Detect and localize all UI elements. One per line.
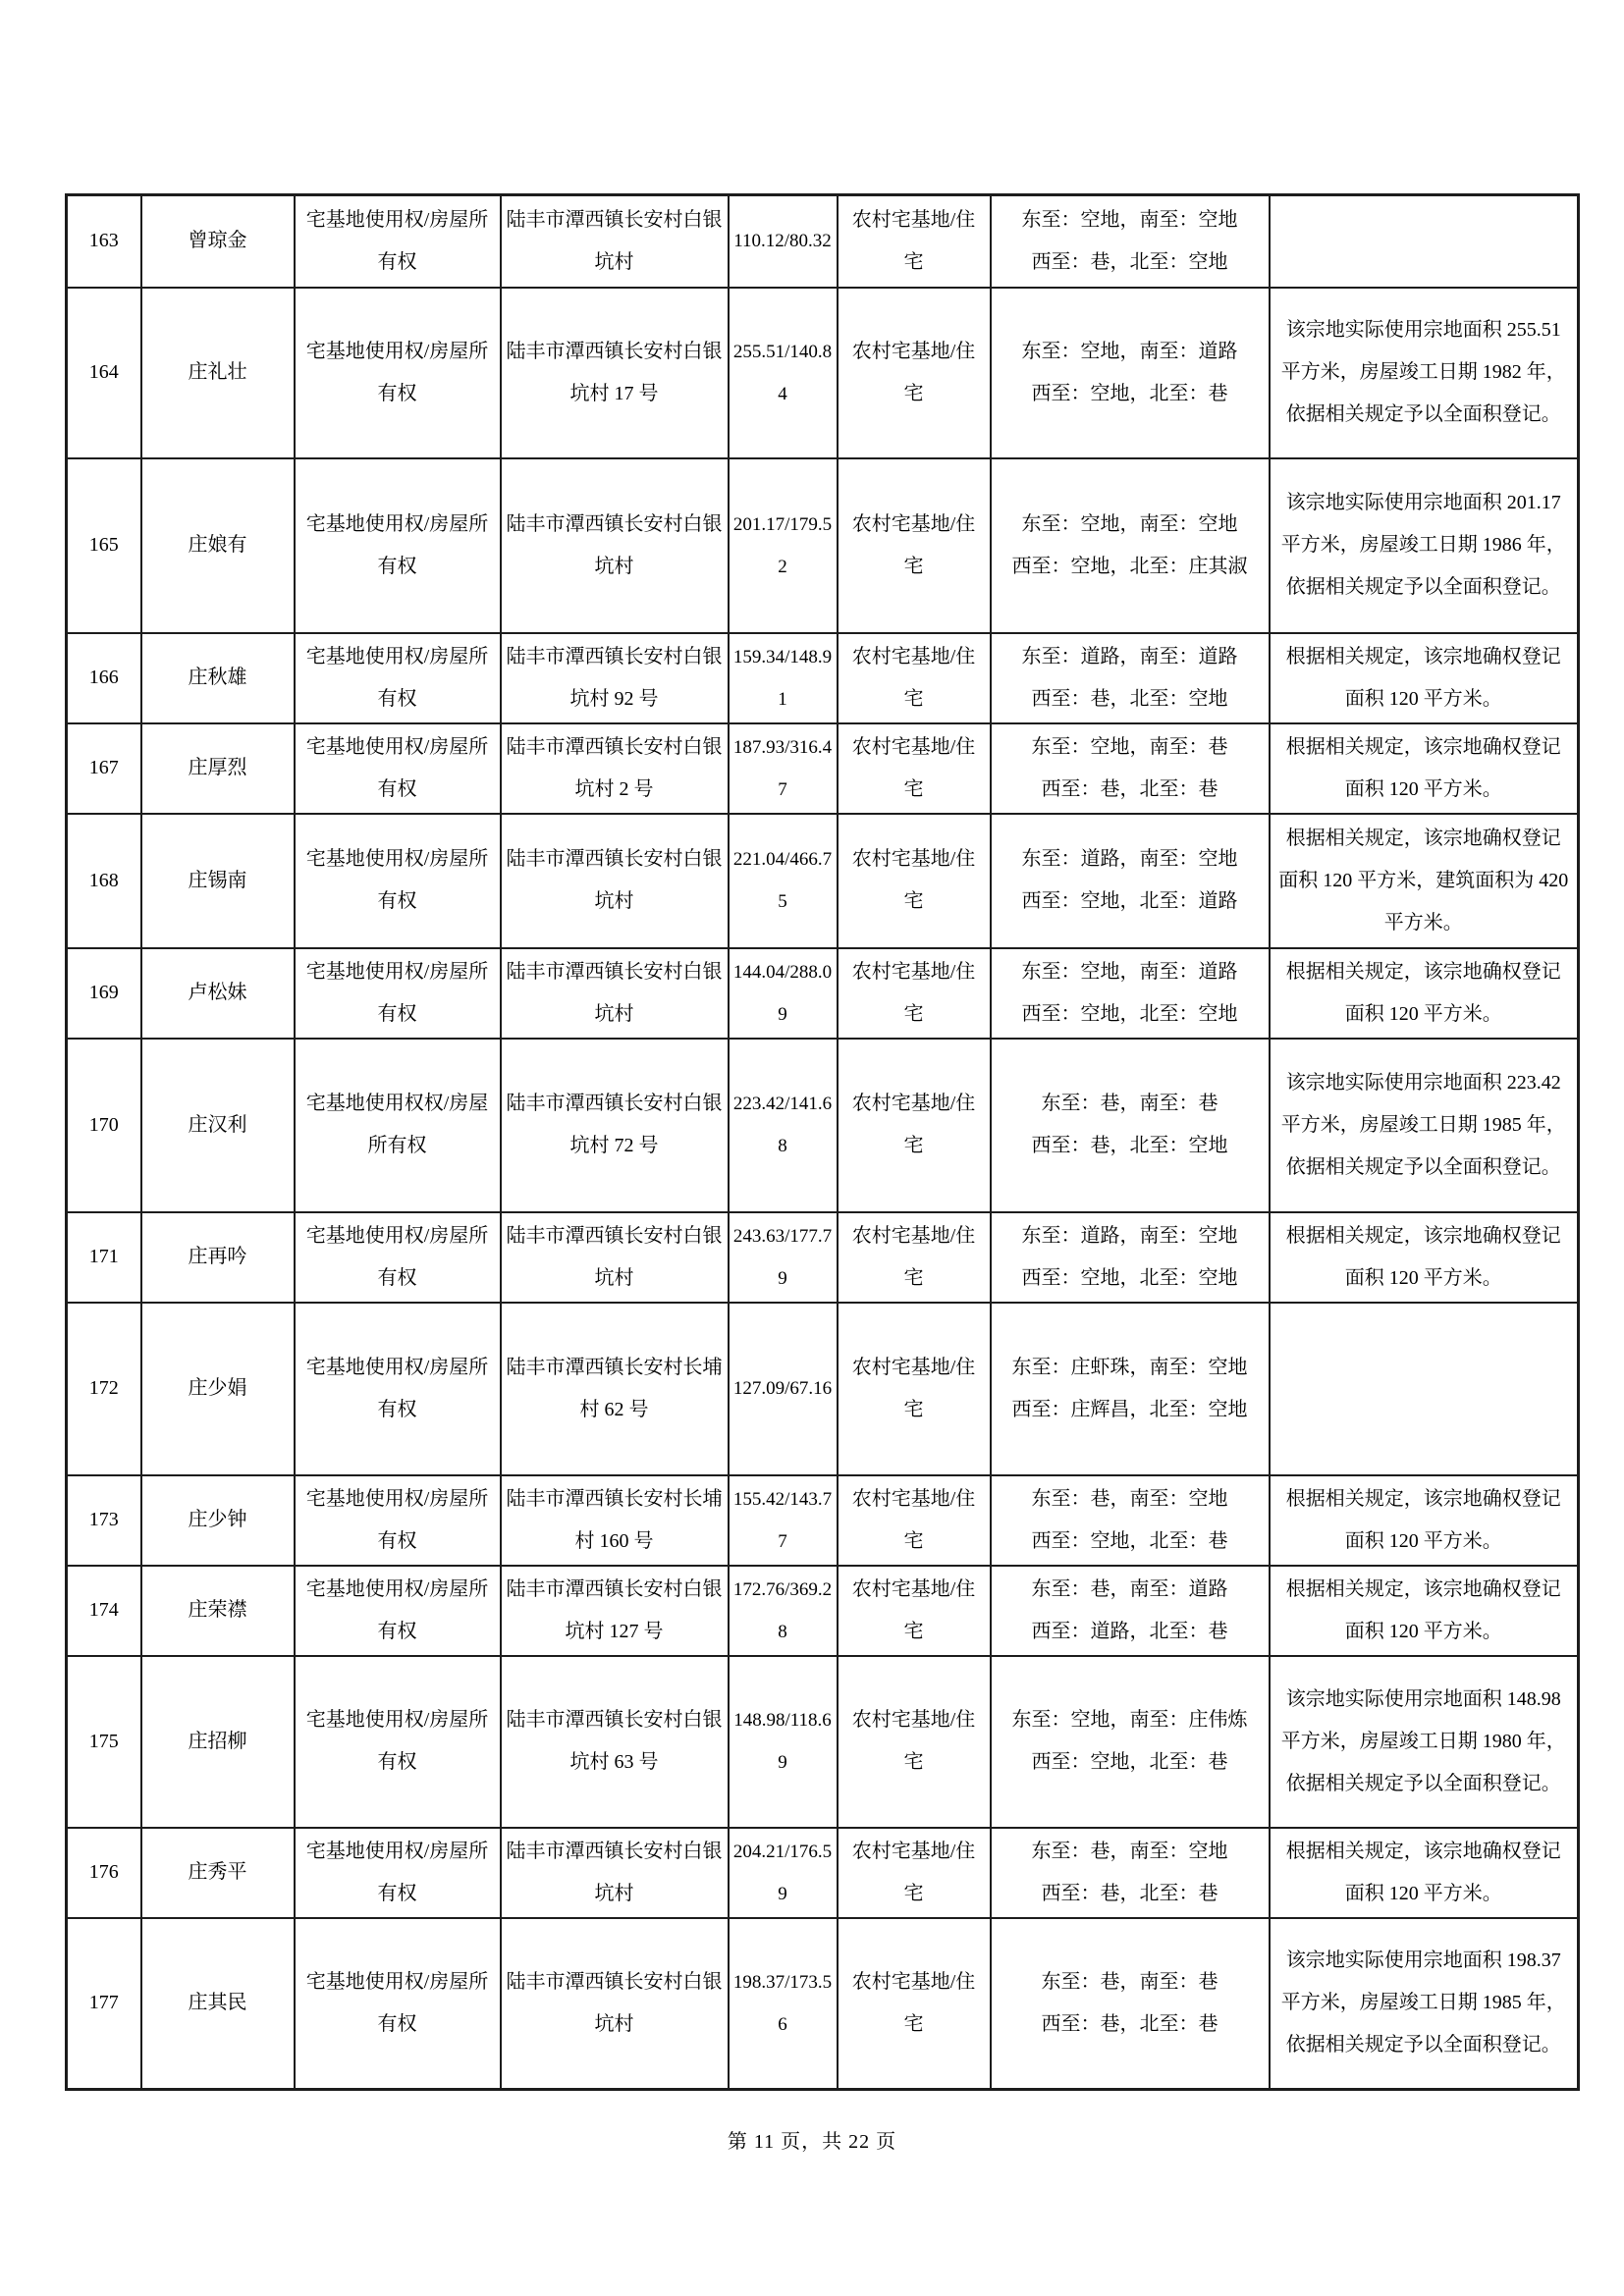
cell-remark: 该宗地实际使用宗地面积 198.37 平方米，房屋竣工日期 1985 年，依据相关规定予以全面积登记。 [1270, 1918, 1579, 2090]
cell-serial: 174 [67, 1566, 141, 1656]
cell-usage: 农村宅基地/住宅 [838, 948, 991, 1039]
table-row [67, 633, 1579, 723]
cell-area: 110.12/80.32 [729, 195, 838, 288]
cell-area: 198.37/173.56 [729, 1918, 838, 2090]
cell-area: 243.63/177.79 [729, 1212, 838, 1303]
cell-location: 陆丰市潭西镇长安村白银坑村 2 号 [501, 723, 729, 814]
cell-usage: 农村宅基地/住宅 [838, 1212, 991, 1303]
cell-usage: 农村宅基地/住宅 [838, 1303, 991, 1475]
cell-holder-name: 庄汉利 [141, 1039, 295, 1212]
cell-holder-name: 庄招柳 [141, 1656, 295, 1828]
cell-holder-name: 曾琼金 [141, 195, 295, 288]
cell-remark: 根据相关规定，该宗地确权登记面积 120 平方米。 [1270, 1828, 1579, 1918]
boundary-east-south: 东至：巷，南至：空地 [1031, 1487, 1228, 1510]
cell-location: 陆丰市潭西镇长安村长埔村 62 号 [501, 1303, 729, 1475]
cell-right-type: 宅基地使用权/房屋所有权 [295, 633, 501, 723]
cell-area: 204.21/176.59 [729, 1828, 838, 1918]
cell-holder-name: 庄礼壮 [141, 288, 295, 458]
cell-holder-name: 庄秋雄 [141, 633, 295, 723]
cell-boundaries [991, 1039, 1270, 1212]
cell-location: 陆丰市潭西镇长安村白银坑村 17 号 [501, 288, 729, 458]
cell-holder-name: 庄少娟 [141, 1303, 295, 1475]
boundary-west-north: 西至：空地，北至：巷 [1031, 1529, 1228, 1552]
cell-serial: 165 [67, 458, 141, 633]
cell-remark: 根据相关规定，该宗地确权登记面积 120 平方米。 [1270, 1475, 1579, 1566]
cell-boundaries [991, 1918, 1270, 2090]
cell-boundaries [991, 195, 1270, 288]
boundary-west-north: 西至：巷，北至：空地 [1031, 1135, 1228, 1156]
cell-usage: 农村宅基地/住宅 [838, 1566, 991, 1656]
land-registration-table [65, 193, 1580, 2091]
cell-remark: 根据相关规定，该宗地确权登记面积 120 平方米。 [1270, 948, 1579, 1039]
cell-usage: 农村宅基地/住宅 [838, 723, 991, 814]
cell-remark: 根据相关规定，该宗地确权登记面积 120 平方米。 [1270, 1212, 1579, 1303]
table-row [67, 1656, 1579, 1828]
boundary-west-north: 西至：空地，北至：庄其淑 [1011, 555, 1248, 577]
boundary-east-south: 东至：空地，南至：道路 [1021, 340, 1238, 362]
cell-location: 陆丰市潭西镇长安村白银坑村 [501, 458, 729, 633]
cell-serial: 164 [67, 288, 141, 458]
table-row [67, 1566, 1579, 1656]
cell-remark: 该宗地实际使用宗地面积 255.51 平方米，房屋竣工日期 1982 年，依据相关规定予以全面积登记。 [1270, 288, 1579, 458]
cell-holder-name: 庄荣襟 [141, 1566, 295, 1656]
cell-area: 155.42/143.77 [729, 1475, 838, 1566]
cell-serial: 166 [67, 633, 141, 723]
cell-remark [1270, 195, 1579, 288]
cell-location: 陆丰市潭西镇长安村白银坑村 [501, 1212, 729, 1303]
page-footer: 第 11 页，共 22 页 [727, 2131, 897, 2153]
cell-boundaries [991, 1566, 1270, 1656]
cell-remark: 根据相关规定，该宗地确权登记面积 120 平方米。 [1270, 1566, 1579, 1656]
table-row [67, 458, 1579, 633]
cell-remark: 根据相关规定，该宗地确权登记面积 120 平方米。 [1270, 633, 1579, 723]
cell-area: 159.34/148.91 [729, 633, 838, 723]
cell-location: 陆丰市潭西镇长安村白银坑村 [501, 814, 729, 948]
cell-right-type: 宅基地使用权/房屋所有权 [295, 814, 501, 948]
boundary-east-south: 东至：空地，南至：道路 [1021, 960, 1238, 983]
table-row [67, 288, 1579, 458]
boundary-west-north: 西至：道路，北至：巷 [1031, 1620, 1228, 1642]
cell-area: 223.42/141.68 [729, 1039, 838, 1212]
cell-boundaries [991, 1828, 1270, 1918]
boundary-east-south: 东至：巷，南至：巷 [1041, 1970, 1218, 1993]
cell-right-type: 宅基地使用权/房屋所有权 [295, 1475, 501, 1566]
cell-holder-name: 庄娘有 [141, 458, 295, 633]
table-row [67, 948, 1579, 1039]
cell-area: 187.93/316.47 [729, 723, 838, 814]
boundary-east-south: 东至：空地，南至：庄伟炼 [1011, 1709, 1248, 1731]
cell-location: 陆丰市潭西镇长安村白银坑村 127 号 [501, 1566, 729, 1656]
table-row [67, 723, 1579, 814]
cell-holder-name: 卢松妹 [141, 948, 295, 1039]
boundary-east-south: 东至：巷，南至：道路 [1031, 1577, 1228, 1600]
boundary-west-north: 西至：空地，北至：道路 [1021, 890, 1238, 912]
table-row [67, 1039, 1579, 1212]
boundary-east-south: 东至：庄虾珠，南至：空地 [1011, 1356, 1248, 1378]
cell-holder-name: 庄少钟 [141, 1475, 295, 1566]
cell-serial: 170 [67, 1039, 141, 1212]
cell-boundaries [991, 458, 1270, 633]
boundary-east-south: 东至：道路，南至：道路 [1021, 645, 1238, 667]
cell-remark: 该宗地实际使用宗地面积 223.42 平方米，房屋竣工日期 1985 年，依据相关规定予以全面积登记。 [1270, 1039, 1579, 1212]
cell-right-type: 宅基地使用权/房屋所有权 [295, 1828, 501, 1918]
table-row [67, 1918, 1579, 2090]
cell-location: 陆丰市潭西镇长安村长埔村 160 号 [501, 1475, 729, 1566]
cell-holder-name: 庄秀平 [141, 1828, 295, 1918]
cell-boundaries [991, 1656, 1270, 1828]
boundary-west-north: 西至：巷，北至：巷 [1041, 1882, 1218, 1904]
cell-area: 221.04/466.75 [729, 814, 838, 948]
cell-serial: 175 [67, 1656, 141, 1828]
table-row [67, 1212, 1579, 1303]
boundary-west-north: 西至：巷，北至：巷 [1041, 2012, 1218, 2035]
cell-usage: 农村宅基地/住宅 [838, 195, 991, 288]
cell-usage: 农村宅基地/住宅 [838, 458, 991, 633]
boundary-west-north: 西至：空地，北至：空地 [1021, 1002, 1238, 1025]
boundary-west-north: 西至：巷，北至：空地 [1031, 687, 1228, 710]
cell-boundaries [991, 814, 1270, 948]
cell-usage: 农村宅基地/住宅 [838, 1475, 991, 1566]
cell-area: 127.09/67.16 [729, 1303, 838, 1475]
cell-boundaries [991, 1212, 1270, 1303]
cell-usage: 农村宅基地/住宅 [838, 814, 991, 948]
cell-holder-name: 庄锡南 [141, 814, 295, 948]
cell-boundaries [991, 1303, 1270, 1475]
table-row [67, 1828, 1579, 1918]
cell-boundaries [991, 723, 1270, 814]
cell-right-type: 宅基地使用权/房屋所有权 [295, 288, 501, 458]
cell-location: 陆丰市潭西镇长安村白银坑村 [501, 195, 729, 288]
cell-right-type: 宅基地使用权/房屋所有权 [295, 948, 501, 1039]
boundary-east-south: 东至：空地，南至：空地 [1021, 512, 1238, 535]
boundary-east-south: 东至：空地，南至：空地 [1021, 208, 1238, 231]
cell-remark: 根据相关规定，该宗地确权登记面积 120 平方米，建筑面积为 420 平方米。 [1270, 814, 1579, 948]
cell-area: 148.98/118.69 [729, 1656, 838, 1828]
cell-area: 144.04/288.09 [729, 948, 838, 1039]
table-row [67, 1303, 1579, 1475]
boundary-east-south: 东至：巷，南至：巷 [1041, 1093, 1218, 1114]
cell-location: 陆丰市潭西镇长安村白银坑村 [501, 1828, 729, 1918]
boundary-west-north: 西至：空地，北至：巷 [1031, 1751, 1228, 1773]
cell-location: 陆丰市潭西镇长安村白银坑村 [501, 948, 729, 1039]
cell-right-type: 宅基地使用权/房屋所有权 [295, 1656, 501, 1828]
table-row [67, 1475, 1579, 1566]
cell-serial: 173 [67, 1475, 141, 1566]
cell-holder-name: 庄厚烈 [141, 723, 295, 814]
cell-location: 陆丰市潭西镇长安村白银坑村 63 号 [501, 1656, 729, 1828]
cell-right-type: 宅基地使用权权/房屋所有权 [295, 1039, 501, 1212]
boundary-east-south: 东至：道路，南至：空地 [1021, 848, 1238, 870]
boundary-east-south: 东至：空地，南至：巷 [1031, 735, 1228, 758]
cell-usage: 农村宅基地/住宅 [838, 288, 991, 458]
cell-location: 陆丰市潭西镇长安村白银坑村 [501, 1918, 729, 2090]
cell-right-type: 宅基地使用权/房屋所有权 [295, 1566, 501, 1656]
boundary-west-north: 西至：空地，北至：空地 [1021, 1266, 1238, 1289]
cell-remark: 该宗地实际使用宗地面积 148.98 平方米，房屋竣工日期 1980 年，依据相关规定予以全面积登记。 [1270, 1656, 1579, 1828]
cell-right-type: 宅基地使用权/房屋所有权 [295, 723, 501, 814]
cell-serial: 163 [67, 195, 141, 288]
cell-right-type: 宅基地使用权/房屋所有权 [295, 1212, 501, 1303]
cell-right-type: 宅基地使用权/房屋所有权 [295, 1918, 501, 2090]
cell-remark: 该宗地实际使用宗地面积 201.17 平方米，房屋竣工日期 1986 年，依据相关规定予以全面积登记。 [1270, 458, 1579, 633]
cell-holder-name: 庄其民 [141, 1918, 295, 2090]
cell-boundaries [991, 948, 1270, 1039]
table-row [67, 814, 1579, 948]
cell-remark: 根据相关规定，该宗地确权登记面积 120 平方米。 [1270, 723, 1579, 814]
boundary-west-north: 西至：庄辉昌，北至：空地 [1011, 1398, 1248, 1420]
cell-usage: 农村宅基地/住宅 [838, 1656, 991, 1828]
boundary-east-south: 东至：道路，南至：空地 [1021, 1224, 1238, 1247]
cell-location: 陆丰市潭西镇长安村白银坑村 72 号 [501, 1039, 729, 1212]
cell-right-type: 宅基地使用权/房屋所有权 [295, 195, 501, 288]
cell-boundaries [991, 288, 1270, 458]
cell-remark [1270, 1303, 1579, 1475]
cell-boundaries [991, 1475, 1270, 1566]
boundary-west-north: 西至：巷，北至：空地 [1031, 250, 1228, 273]
cell-area: 255.51/140.84 [729, 288, 838, 458]
cell-usage: 农村宅基地/住宅 [838, 1918, 991, 2090]
cell-usage: 农村宅基地/住宅 [838, 1039, 991, 1212]
cell-area: 201.17/179.52 [729, 458, 838, 633]
cell-holder-name: 庄再吟 [141, 1212, 295, 1303]
cell-serial: 171 [67, 1212, 141, 1303]
cell-location: 陆丰市潭西镇长安村白银坑村 92 号 [501, 633, 729, 723]
cell-serial: 168 [67, 814, 141, 948]
cell-boundaries [991, 633, 1270, 723]
table-row [67, 195, 1579, 288]
cell-area: 172.76/369.28 [729, 1566, 838, 1656]
cell-right-type: 宅基地使用权/房屋所有权 [295, 1303, 501, 1475]
cell-usage: 农村宅基地/住宅 [838, 1828, 991, 1918]
cell-serial: 176 [67, 1828, 141, 1918]
cell-usage: 农村宅基地/住宅 [838, 633, 991, 723]
cell-serial: 169 [67, 948, 141, 1039]
cell-serial: 177 [67, 1918, 141, 2090]
cell-serial: 167 [67, 723, 141, 814]
boundary-east-south: 东至：巷，南至：空地 [1031, 1840, 1228, 1862]
boundary-west-north: 西至：空地，北至：巷 [1031, 382, 1228, 404]
cell-serial: 172 [67, 1303, 141, 1475]
boundary-west-north: 西至：巷，北至：巷 [1041, 777, 1218, 800]
cell-right-type: 宅基地使用权/房屋所有权 [295, 458, 501, 633]
